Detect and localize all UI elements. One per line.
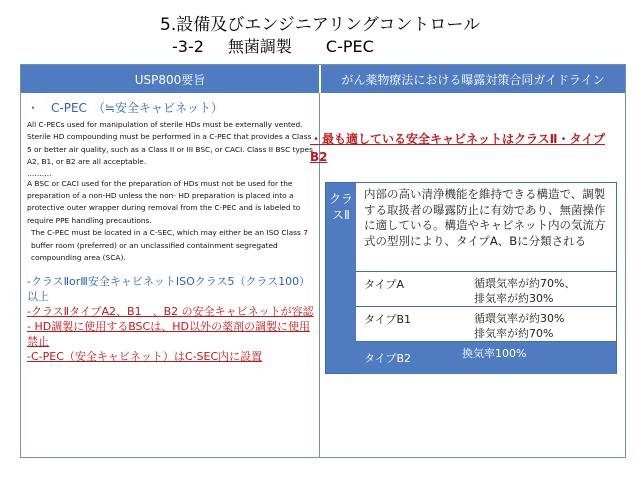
ellipsis: ………. bbox=[27, 168, 52, 178]
row-value bbox=[474, 311, 564, 341]
class-ii-label: クラスⅡ bbox=[326, 183, 356, 373]
usp800-column bbox=[27, 99, 315, 364]
row-value bbox=[474, 276, 575, 306]
row-value-line2: 排気率が約70% bbox=[474, 327, 554, 340]
cpec-heading: ・ C-PEC （≒安全キャビネット） bbox=[27, 101, 223, 115]
row-value-line1: 循環気率が約30% bbox=[474, 312, 565, 325]
slide-title: 5.設備及びエンジニアリングコントロール bbox=[160, 15, 481, 35]
class-ii-description: 内部の高い清浄機能を維持できる構造で、調製する取扱者の曝露防止に有効であり、無菌操作に適している。構造やキャビネット内の気流方式の型別により、タイプA、Bに分類される bbox=[364, 187, 606, 248]
table-row bbox=[356, 271, 616, 306]
row-type: タイプB1 bbox=[364, 313, 411, 326]
row-value-line1: 換気率100% bbox=[462, 347, 527, 360]
row-value-line2: 排気率が約30% bbox=[474, 292, 554, 305]
row-value-line1: 循環気率が約70%、 bbox=[474, 277, 576, 290]
slide-subtitle bbox=[172, 34, 374, 57]
usp-paragraph-1: All C-PECs used for manipulation of sterile HDs must be externally vented. Sterile HD compounding must be performed in a C-PEC that provides a Class 5 or better air quality, such as a Class II or III BSC, or CACI. Class II BSC types A2, B1, or B2 are all acceptable. bbox=[27, 120, 313, 167]
header-usp800: USP800要旨 bbox=[21, 65, 321, 94]
row-type: タイプB2 bbox=[364, 352, 411, 365]
row-value bbox=[462, 346, 526, 361]
class-ii-table bbox=[325, 182, 617, 374]
row-type: タイプA bbox=[364, 278, 404, 291]
summary-bullet-4: -C-PEC（安全キャビネット）はC-SEC内に設置 bbox=[27, 350, 263, 364]
table-row bbox=[356, 306, 616, 341]
subtitle-cpec: C-PEC bbox=[325, 37, 374, 56]
subtitle-main: 無菌調製 bbox=[227, 37, 292, 56]
usp-paragraph-3: The C-PEC must be located in a C-SEC, which may either be an ISO Class 7 buffer room (preferred) or an unclassified containment segregated compounding area (SCA). bbox=[31, 228, 308, 263]
subtitle-number: -3-2 bbox=[172, 37, 204, 56]
summary-bullet-3: - HD調製に使用するBSCは、HD以外の薬剤の調製に使用禁止 bbox=[27, 320, 310, 349]
recommendation-text: ・最も適している安全キャビネットはクラスⅡ・タイプB2 bbox=[310, 132, 605, 164]
table-row bbox=[356, 341, 616, 374]
summary-bullet-1: -クラスⅡorⅢ安全キャビネットISOクラス5（クラス100）以上 bbox=[27, 275, 311, 304]
usp-paragraph-2: A BSC or CACI used for the preparation of HDs must not be used for the preparation of a non-HD unless the non- HD preparation is placed into a protective outer wrapper during removal from the C-PEC and is labeled to require PPE handling precautions. bbox=[27, 178, 301, 225]
summary-bullet-2: -クラスⅡタイプA2、B1 、B2 の安全キャビネットが容認 bbox=[27, 305, 314, 319]
header-guideline: がん薬物療法における曝露対策合同ガイドライン bbox=[321, 65, 625, 94]
